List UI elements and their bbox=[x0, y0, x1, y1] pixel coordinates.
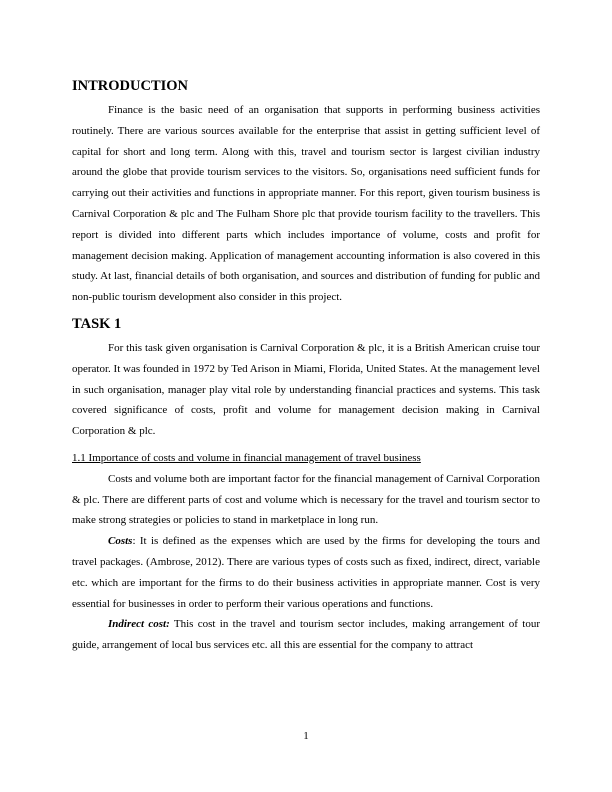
costs-text: : It is defined as the expenses which are used by the firms for developing the tours and travel packages. (Ambrose, 2012). There are various types of costs such as fixed, indirect, direct, variable etc. which are important for the firms to do their business activities in appropriate manner. Cost is very essential for businesses in order to perform their various operations and functions. bbox=[72, 535, 540, 610]
costs-term: Costs bbox=[108, 535, 133, 548]
section-1-1-heading: 1.1 Importance of costs and volume in financial management of travel business bbox=[72, 451, 421, 464]
section-1-1-paragraph: Costs and volume both are important factor for the financial management of Carnival Corporation & plc. There are different parts of cost and volume which is necessary for the travel and tourism sector to make strong strategies or policies to stand in marketplace in long run. bbox=[72, 472, 540, 527]
indirect-cost-paragraph bbox=[72, 614, 540, 656]
indirect-cost-text: This cost in the travel and tourism sector includes, making arrangement of tour guide, arrangement of local bus services etc. all this are essential for the company to attract bbox=[72, 618, 540, 652]
task1-heading: TASK 1 bbox=[72, 315, 122, 332]
task1-paragraph: For this task given organisation is Carnival Corporation & plc, it is a British American cruise tour operator. It was founded in 1972 by Ted Arison in Miami, Florida, United States. At the management level in such organisation, manager play vital role by understanding financial practices and systems. This task covered significance of costs, profit and volume for management decision making in Carnival Corporation & plc. bbox=[72, 341, 540, 438]
costs-paragraph bbox=[72, 531, 540, 614]
document-page bbox=[72, 76, 540, 656]
indirect-cost-term: Indirect cost: bbox=[108, 618, 170, 631]
page-number: 1 bbox=[303, 730, 309, 742]
introduction-heading: INTRODUCTION bbox=[72, 78, 189, 94]
introduction-paragraph: Finance is the basic need of an organisation that supports in performing business activities routinely. There are various sources available for the enterprise that assist in getting sufficient level of capital for short and long term. Along with this, travel and tourism sector is largest civilian industry around the globe that provide tourism services to the visitors. So, organisations need sufficient funds for carrying out their activities and functions in appropriate manner. For this report, given tourism business is Carnival Corporation & plc and The Fulham Shore plc that provide tourism facility to the travellers. This report is divided into different parts which includes importance of volume, costs and profit for management decision making. Application of management accounting information is also covered in this study. At last, financial details of both organisation, and sources and distribution of funding for public and non-public tourism development also consider in this project. bbox=[72, 104, 540, 304]
